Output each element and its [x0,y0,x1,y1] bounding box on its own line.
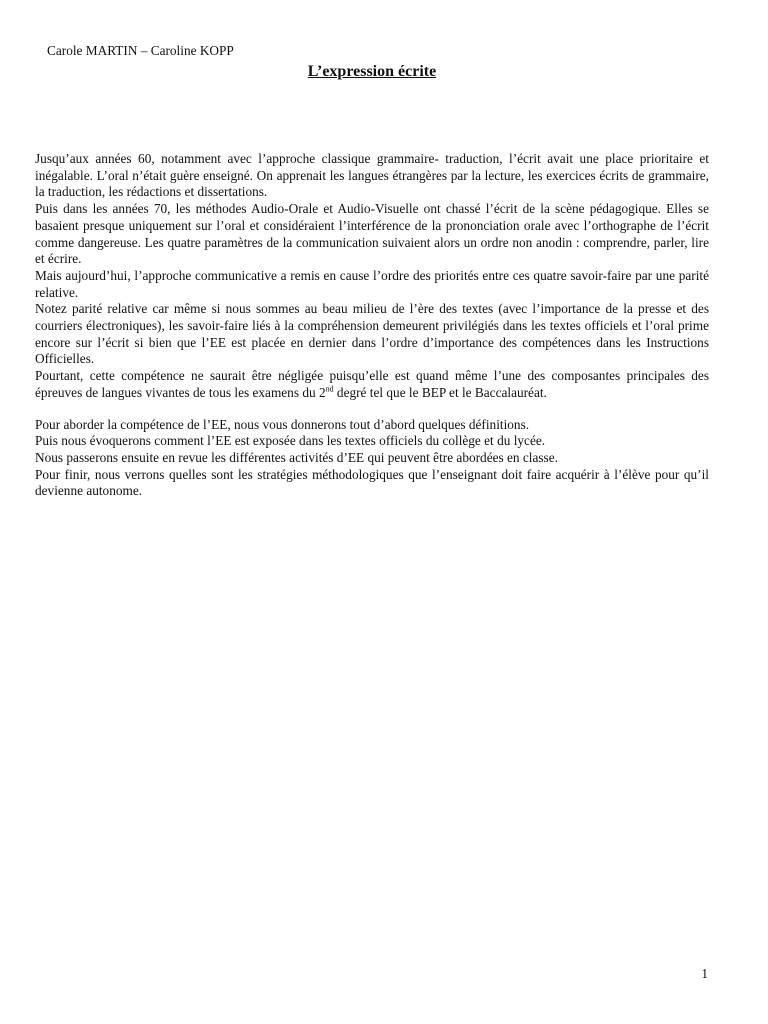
paragraph-4: Notez parité relative car même si nous sommes au beau milieu de l’ère des textes (avec l’importance de la presse et des courriers électroniques), les savoir-faire liés à la compréhension demeurent privilégiés dans les textes officiels et l’oral prime encore sur l’écrit si bien que l’EE est placée en dernier dans l’ordre d’importance des compétences dans les Instructions Officielles. [35,301,709,367]
paragraph-9: Pour finir, nous verrons quelles sont les stratégies méthodologiques que l’enseignant doit faire acquérir à l’élève pour qu’il devienne autonome. [35,466,709,499]
paragraph-2: Puis dans les années 70, les méthodes Audio-Orale et Audio-Visuelle ont chassé l’écrit de la scène pédagogique. Elles se basaient presque uniquement sur l’oral et considéraient l’interférence de la prononciation orale avec l’orthographe de l’écrit comme dangereuse. Les quatre paramètres de la communication suivaient alors un ordre non anodin : comprendre, parler, lire et écrire. [35,201,709,267]
paragraph-6: Pour aborder la compétence de l’EE, nous vous donnerons tout d’abord quelques définitions. [35,416,530,432]
paragraph-1: Jusqu’aux années 60, notamment avec l’approche classique grammaire- traduction, l’écrit avait une place prioritaire et inégalable. L’oral n’était guère enseigné. On apprenait les langues étrangères par la lecture, les exercices écrits de grammaire, la traduction, les rédactions et dissertations. [35,151,709,200]
paragraph-5 [35,368,709,401]
authors-line: Carole MARTIN – Caroline KOPP [47,43,234,58]
paragraph-8: Nous passerons ensuite en revue les différentes activités d’EE qui peuvent être abordées en classe. [35,449,558,465]
ordinal-superscript: nd [325,384,334,394]
paragraph-7: Puis nous évoquerons comment l’EE est exposée dans les textes officiels du collège et du lycée. [35,433,546,449]
paragraph-5-text-b: degré tel que le BEP et le Baccalauréat. [333,384,547,400]
body-text [35,151,709,500]
paragraph-5-text-a: Pourtant, cette compétence ne saurait être négligée puisqu’elle est quand même l’une des composantes principales des épreuves de langues vivantes de tous les examens du 2 [35,368,709,400]
page-number: 1 [701,966,708,981]
paragraph-3: Mais aujourd’hui, l’approche communicative a remis en cause l’ordre des priorités entre ces quatre savoir-faire par une parité relative. [35,267,709,300]
document-title: L’expression écrite [307,63,437,80]
paragraph-spacer [35,402,709,417]
